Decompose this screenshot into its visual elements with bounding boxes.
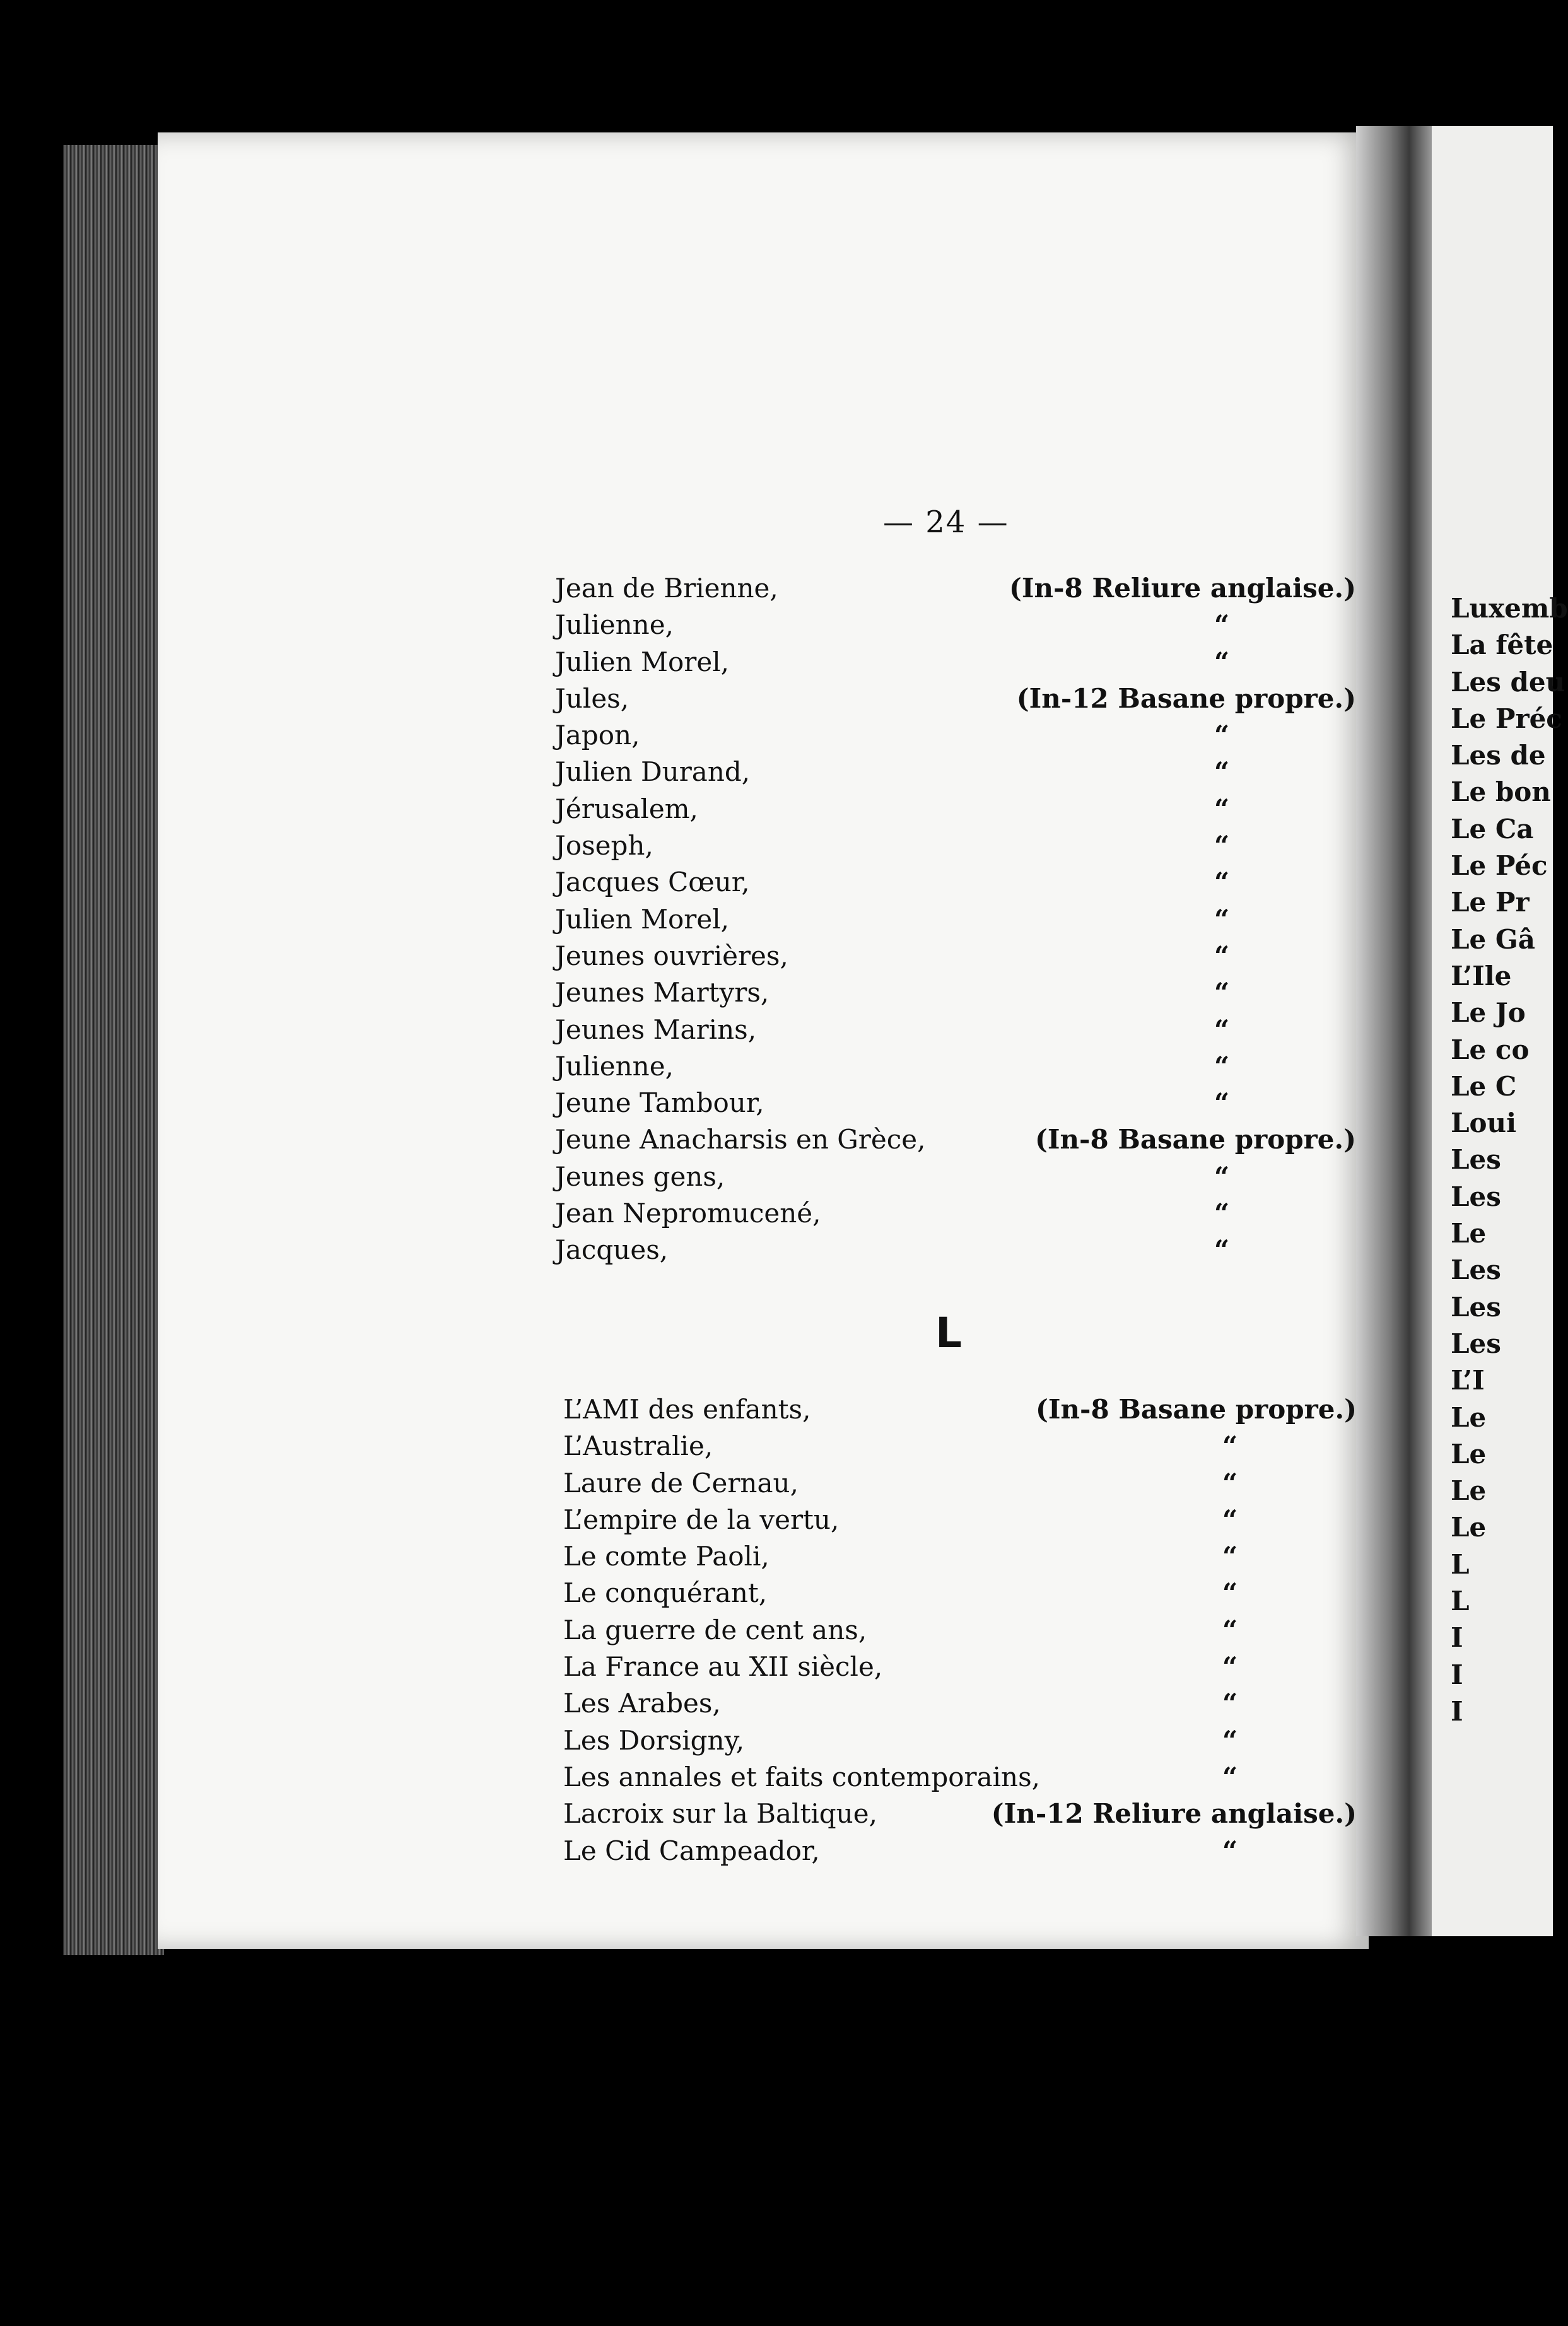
entry-binding: “ <box>1214 646 1230 677</box>
entry-title: Julienne, <box>555 1050 674 1082</box>
list-item <box>563 1394 1376 1430</box>
entry-title: La guerre de cent ans, <box>563 1614 867 1645</box>
catalog-list-j <box>555 573 1375 1271</box>
entry-title: Jean de Brienne, <box>555 573 778 604</box>
list-item <box>555 793 1375 830</box>
page-number: — 24 — <box>883 505 1009 540</box>
entry-title: Julien Morel, <box>555 646 730 677</box>
entry-binding: “ <box>1214 1234 1230 1266</box>
entry-title: L’Australie, <box>563 1430 713 1462</box>
entry-binding: “ <box>1214 1014 1230 1045</box>
entry-binding: “ <box>1222 1430 1238 1462</box>
entry-binding: “ <box>1214 940 1230 971</box>
entry-binding: “ <box>1222 1614 1238 1645</box>
list-item <box>555 940 1375 977</box>
right-page-fragment: Les <box>1451 1144 1501 1176</box>
right-page-fragment: Le <box>1451 1475 1487 1507</box>
entry-binding: “ <box>1214 1087 1230 1119</box>
entry-binding: “ <box>1214 903 1230 935</box>
entry-binding: “ <box>1214 1050 1230 1082</box>
list-item <box>555 1124 1375 1160</box>
right-page-fragment: Luxemb <box>1451 593 1568 624</box>
list-item <box>555 756 1375 793</box>
entry-title: Jeunes ouvrières, <box>555 940 788 971</box>
entry-binding: (In-8 Basane propre.) <box>1035 1394 1357 1425</box>
right-page-fragment: Le Péc <box>1451 850 1548 882</box>
entry-title: Les Arabes, <box>563 1688 721 1719</box>
entry-title: Les Dorsigny, <box>563 1724 745 1756</box>
entry-title: Jules, <box>555 682 629 714</box>
right-page-fragments <box>1451 593 1568 1733</box>
right-page-fragment: Les <box>1451 1328 1501 1359</box>
entry-title: Jeunes Martyrs, <box>555 977 769 1008</box>
list-item <box>563 1688 1376 1724</box>
list-item <box>563 1651 1376 1688</box>
right-page-fragment: Le bon <box>1451 776 1551 808</box>
entry-title: Le Cid Campeador, <box>563 1835 820 1866</box>
right-page-fragment: Les de <box>1451 740 1546 771</box>
entry-binding: “ <box>1214 867 1230 898</box>
right-page-fragment: Le <box>1451 1218 1487 1249</box>
entry-title: Jacques Cœur, <box>555 867 750 898</box>
right-page-fragment: Les <box>1451 1291 1501 1323</box>
list-item <box>555 683 1375 720</box>
list-item <box>555 904 1375 940</box>
list-item <box>563 1468 1376 1504</box>
catalog-list-l <box>563 1394 1376 1872</box>
right-page-fragment: Le <box>1451 1401 1487 1433</box>
right-page-fragment: Les deu <box>1451 666 1565 698</box>
entry-title: Jean Nepromucené, <box>555 1198 821 1229</box>
list-item <box>563 1762 1376 1798</box>
list-item <box>555 720 1375 756</box>
right-page-fragment: Les <box>1451 1181 1501 1212</box>
list-item <box>563 1541 1376 1577</box>
list-item <box>555 646 1375 683</box>
right-page <box>1432 126 1568 1936</box>
entry-title: La France au XII siècle, <box>563 1651 883 1683</box>
entry-title: Lacroix sur la Baltique, <box>563 1798 877 1830</box>
right-page-fragment: L’I <box>1451 1365 1485 1396</box>
right-page-fragment: Le co <box>1451 1034 1530 1065</box>
entry-binding: (In-8 Reliure anglaise.) <box>1009 573 1356 604</box>
entry-binding: “ <box>1214 1198 1230 1229</box>
entry-binding: (In-12 Basane propre.) <box>1016 682 1356 714</box>
entry-title: Julien Durand, <box>555 756 751 788</box>
right-page-fragment: Le C <box>1451 1070 1517 1102</box>
list-item <box>555 1234 1375 1271</box>
right-page-fragment: Loui <box>1451 1107 1517 1139</box>
entry-title: Joseph, <box>555 830 653 862</box>
entry-title: Le conquérant, <box>563 1577 768 1609</box>
right-page-fragment: Le Jo <box>1451 997 1526 1029</box>
entry-title: Jacques, <box>555 1234 669 1266</box>
entry-title: Japon, <box>555 720 640 751</box>
list-item <box>563 1430 1376 1467</box>
list-item <box>555 1014 1375 1051</box>
right-page-fragment: Le <box>1451 1512 1487 1543</box>
entry-title: Jeune Tambour, <box>555 1087 764 1119</box>
entry-binding: “ <box>1222 1541 1238 1572</box>
list-item <box>555 1198 1375 1234</box>
entry-title: Laure de Cernau, <box>563 1467 799 1499</box>
right-page-fragment: I <box>1451 1622 1463 1654</box>
entry-title: L’empire de la vertu, <box>563 1504 840 1535</box>
entry-title: Jeunes gens, <box>555 1160 725 1192</box>
list-item <box>563 1798 1376 1835</box>
entry-title: Jérusalem, <box>555 793 698 824</box>
entry-binding: “ <box>1222 1688 1238 1719</box>
entry-binding: (In-8 Basane propre.) <box>1034 1124 1356 1155</box>
entry-title: Le comte Paoli, <box>563 1541 769 1572</box>
right-page-fragment: Les <box>1451 1254 1501 1286</box>
list-item <box>555 830 1375 867</box>
list-item <box>563 1835 1376 1872</box>
list-item <box>563 1504 1376 1541</box>
entry-title: Julien Morel, <box>555 903 730 935</box>
entry-title: Julienne, <box>555 609 674 641</box>
list-item <box>555 977 1375 1014</box>
entry-binding: “ <box>1222 1504 1238 1535</box>
entry-binding: “ <box>1214 756 1230 788</box>
entry-binding: “ <box>1214 720 1230 751</box>
list-item <box>563 1725 1376 1762</box>
right-page-fragment: L’Ile <box>1451 960 1512 991</box>
right-page-fragment: Le Ca <box>1451 813 1534 844</box>
right-page-fragment: L <box>1451 1586 1470 1617</box>
list-item <box>563 1615 1376 1651</box>
right-page-fragment: Le Pr <box>1451 887 1530 918</box>
entry-binding: “ <box>1214 1160 1230 1192</box>
right-page-fragment: L <box>1451 1548 1470 1580</box>
list-item <box>555 867 1375 903</box>
list-item <box>555 1051 1375 1087</box>
list-item <box>555 1161 1375 1198</box>
entry-title: Jeune Anacharsis en Grèce, <box>555 1124 926 1155</box>
list-item <box>555 1087 1375 1124</box>
list-item <box>555 573 1375 609</box>
entry-binding: “ <box>1214 609 1230 641</box>
section-letter: L <box>935 1309 962 1357</box>
right-page-fragment: Le Préc <box>1451 703 1562 734</box>
right-page-fragment: Le Gâ <box>1451 923 1535 955</box>
list-item <box>555 609 1375 646</box>
right-page-fragment: La fête <box>1451 629 1553 661</box>
entry-binding: “ <box>1214 793 1230 824</box>
entry-title: Les annales et faits contemporains, <box>563 1761 1040 1792</box>
right-page-fragment: I <box>1451 1695 1463 1727</box>
entry-binding: (In-12 Reliure anglaise.) <box>991 1798 1357 1830</box>
entry-binding: “ <box>1222 1724 1238 1756</box>
entry-binding: “ <box>1222 1651 1238 1683</box>
entry-title: L’AMI des enfants, <box>563 1394 811 1425</box>
entry-binding: “ <box>1222 1467 1238 1499</box>
right-page-fragment: I <box>1451 1659 1463 1690</box>
list-item <box>563 1577 1376 1614</box>
entry-binding: “ <box>1214 977 1230 1008</box>
entry-title: Jeunes Marins, <box>555 1014 757 1045</box>
entry-binding: “ <box>1222 1761 1238 1792</box>
entry-binding: “ <box>1222 1577 1238 1609</box>
entry-binding: “ <box>1222 1835 1238 1866</box>
right-page-fragment: Le <box>1451 1438 1487 1470</box>
book-edge <box>63 145 164 1955</box>
entry-binding: “ <box>1214 830 1230 862</box>
